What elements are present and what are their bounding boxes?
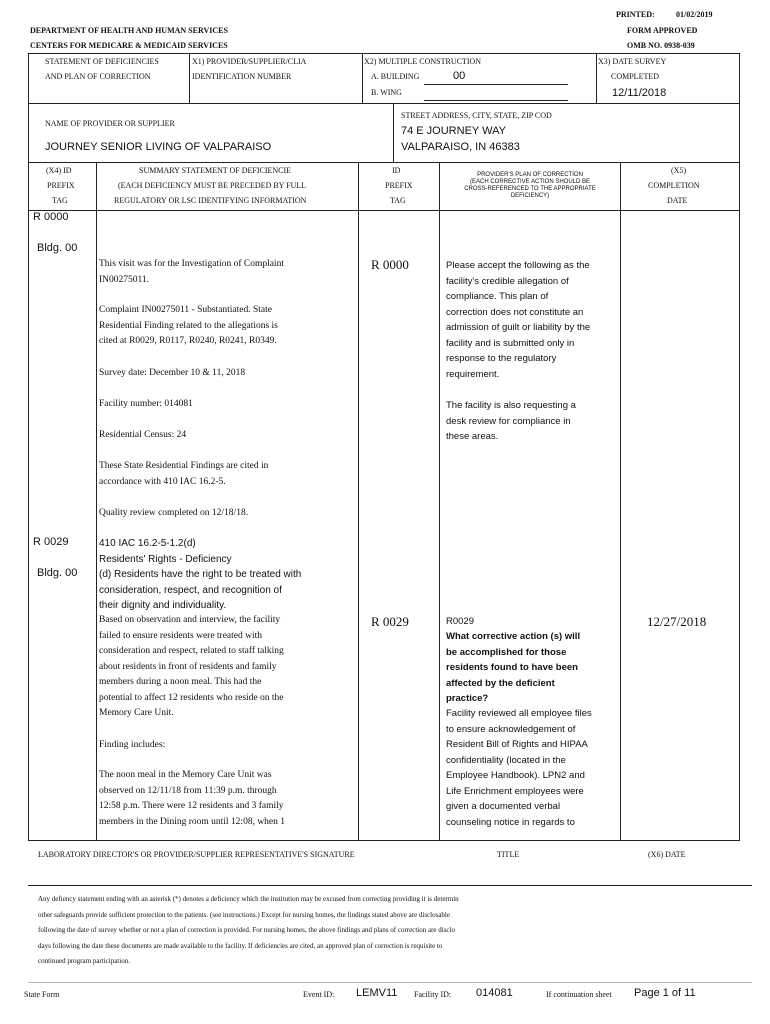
multiple-construction-label: X2) MULTIPLE CONSTRUCTION [364, 57, 482, 66]
summary-label-2: (EACH DEFICIENCY MUST BE PRECEDED BY FULL [118, 181, 307, 190]
plan-header-1: PROVIDER'S PLAN OF CORRECTION [477, 172, 583, 178]
disclaimer-text: Any defiency statement ending with an asterisk (*) denotes a deficiency which the institution may be excused from correcting providing it is determin other safeguards provide sufficient protection to the patients. (see instructions.) Except for nursing homes, the findings stated above are disclosable following the date of survey whether or not a plan of correction is provided. For nursing homes, the above findings and plans of correction are disclo days following the date these documents are made available to the facility. If deficiencies are cited, an approved plan of correction is requisite to continued program participation. [38, 895, 459, 966]
state-form-label: State Form [24, 990, 60, 999]
r0000-id: R 0000 [371, 257, 409, 272]
title-label: TITLE [497, 850, 520, 859]
facility-id-label: Facility ID: [414, 990, 452, 999]
id-prefix-label: PREFIX [385, 181, 413, 190]
observation-text: Based on observation and interview, the facility failed to ensure residents were treated with consideration and respect, related to staff talking about residents in front of residents and family members during a noon meal. This had the potential to affect 12 residents who reside on the Memory Care Unit. [99, 615, 284, 718]
x5-label: (X5) [671, 166, 687, 175]
date-survey-label: X3) DATE SURVEY [598, 57, 667, 66]
form-approved: FORM APPROVED [627, 26, 698, 35]
date-label: DATE [667, 196, 688, 205]
plan-header-4: DEFICIENCY) [510, 193, 550, 199]
signature-label: LABORATORY DIRECTOR'S OR PROVIDER/SUPPLIER REPRESENTATIVE'S SIGNATURE [38, 850, 355, 859]
statement-label-2: AND PLAN OF CORRECTION [45, 72, 151, 81]
provider-id-label-1: X1) PROVIDER/SUPPLIER/CLIA [192, 57, 307, 66]
x4-tag-label: TAG [52, 196, 68, 205]
r0029-id: R 0029 [371, 614, 409, 629]
department-name: DEPARTMENT OF HEALTH AND HUMAN SERVICES [30, 26, 228, 35]
building-code-2: Bldg. 00 [37, 567, 78, 579]
event-id-value: LEMV11 [356, 987, 398, 999]
id-tag-label: TAG [390, 196, 406, 205]
plan-desk-review-text: The facility is also requesting a desk review for compliance in these areas. [446, 400, 576, 442]
x4-prefix-label: PREFIX [47, 181, 75, 190]
plan-header-3: CROSS-REFERENCED TO THE APPROPRIATE [464, 186, 596, 192]
summary-label-1: SUMMARY STATEMENT OF DEFICIENCIE [139, 166, 292, 175]
facility-id-value: 014081 [476, 987, 513, 999]
address-label: STREET ADDRESS, CITY, STATE, ZIP COD [401, 111, 552, 120]
continuation-label: If continuation sheet [546, 990, 612, 999]
wing-label: B. WING [371, 88, 402, 97]
r0000-tag: R 0000 [33, 211, 69, 223]
completed-label: COMPLETED [611, 72, 659, 81]
noon-meal-text: The noon meal in the Memory Care Unit was observed on 12/11/18 from 11:39 p.m. through 12:58 p.m. There were 12 residents and 3 family members in the Dining room until 12:08, when 1 [99, 770, 286, 827]
plan-r0029-question: What corrective action (s) will be accomplished for those residents found to have been affected by the deficient practice? [446, 631, 581, 704]
page-number: Page 1 of 11 [634, 987, 696, 999]
id-label: ID [392, 166, 401, 175]
survey-date-text: Survey date: December 10 & 11, 2018 [99, 368, 246, 378]
provider-id-label-2: IDENTIFICATION NUMBER [192, 72, 292, 81]
statement-label-1: STATEMENT OF DEFICIENCIES [45, 57, 159, 66]
address-line-2: VALPARAISO, IN 46383 [401, 141, 520, 153]
census-text: Residential Census: 24 [99, 430, 187, 440]
facility-number-text: Facility number: 014081 [99, 399, 193, 409]
omb-number: OMB NO. 0938-039 [627, 41, 695, 50]
finding-includes-text: Finding includes: [99, 740, 166, 750]
visit-text: This visit was for the Investigation of Complaint IN00275011. [99, 259, 284, 285]
plan-r0000-text: Please accept the following as the facility's credible allegation of compliance. This plan of correction does not constitute an admission of guilt or liability by the facility and is submitted only in response to the regulatory requirement. [446, 260, 591, 380]
completed-date: 12/11/2018 [612, 87, 667, 99]
regulation-text: 410 IAC 16.2-5-1.2(d) Residents' Rights - Deficiency (d) Residents have the right to be treated with consideration, respect, and recognition of their dignity and individuality. [99, 538, 302, 611]
plan-header-2: (EACH CORRECTIVE ACTION SHOULD BE [469, 179, 591, 185]
provider-name-label: NAME OF PROVIDER OR SUPPLIER [45, 119, 175, 128]
plan-header [441, 172, 619, 200]
plan-r0029-text: Facility reviewed all employee files to ensure acknowledgement of Resident Bill of Rights and HIPAA confidentiality (located in the Employee Handbook). LPN2 and Life Enrichment employees were given a documented verbal counseling notice in regards to [446, 708, 592, 828]
summary-label-3: REGULATORY OR LSC IDENTIFYING INFORMATION [114, 196, 307, 205]
address-line-1: 74 E JOURNEY WAY [401, 125, 506, 137]
printed-label: PRINTED: [616, 10, 655, 19]
complaint-text: Complaint IN00275011 - Substantiated. State Residential Finding related to the allegations is cited at R0029, R0117, R0240, R0241, R0349. [99, 305, 278, 346]
building-code-1: Bldg. 00 [37, 242, 78, 254]
findings-text: These State Residential Findings are cited in accordance with 410 IAC 16.2-5. [99, 461, 269, 487]
provider-name: JOURNEY SENIOR LIVING OF VALPARAISO [45, 141, 272, 153]
building-value: 00 [453, 70, 466, 82]
r0029-tag: R 0029 [33, 536, 69, 548]
event-id-label: Event ID: [303, 990, 335, 999]
quality-review-text: Quality review completed on 12/18/18. [99, 508, 249, 518]
plan-r0029-title: R0029 [446, 616, 474, 627]
completion-label: COMPLETION [648, 181, 700, 190]
completion-date: 12/27/2018 [647, 614, 707, 629]
x6-date-label: (X6) DATE [648, 850, 686, 859]
centers-name: CENTERS FOR MEDICARE & MEDICAID SERVICES [30, 41, 228, 50]
building-label: A. BUILDING [371, 72, 420, 81]
x4-id-label: (X4) ID [46, 166, 72, 175]
printed-date: 01/02/2019 [676, 10, 713, 19]
